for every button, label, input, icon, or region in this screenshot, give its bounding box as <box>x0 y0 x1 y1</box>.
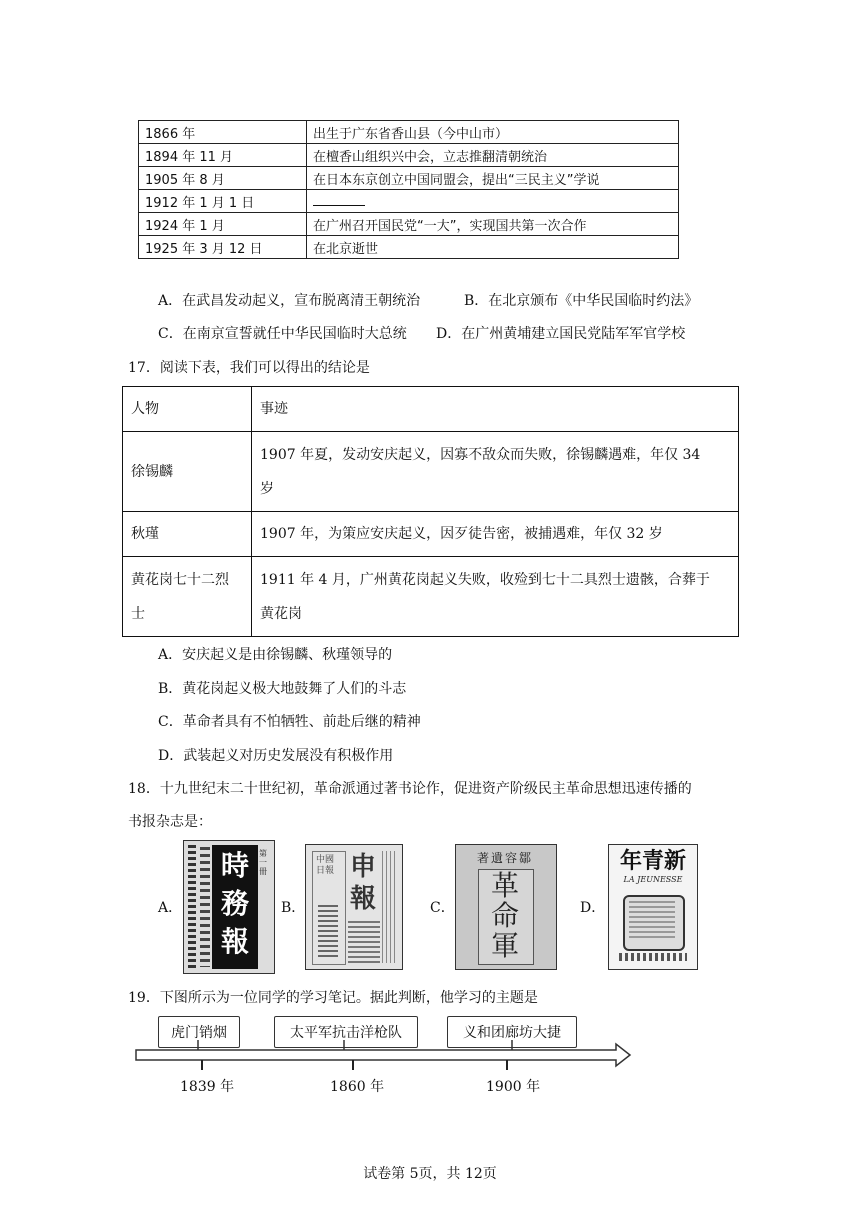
deed-line: 岁 <box>260 480 274 497</box>
timeline-event-box: 义和团廊坊大捷 <box>447 1016 577 1048</box>
book-title: 革命軍 <box>490 869 519 962</box>
book-gemingjun-image[interactable] <box>455 844 557 970</box>
table-row <box>139 213 679 236</box>
q17-table <box>122 386 739 637</box>
q16-option-a[interactable]: A．在武昌发动起义，宣布脱离清王朝统治 <box>158 293 421 309</box>
person-name <box>123 557 252 637</box>
table-row <box>123 557 739 637</box>
q16-date: 1924 年 1 月 <box>139 213 307 236</box>
q18-label-a[interactable]: A． <box>158 900 183 916</box>
q18-question-line2: 书报杂志是： <box>128 814 212 830</box>
timeline-event-box: 虎门销烟 <box>158 1016 240 1048</box>
header-person: 人物 <box>123 387 252 432</box>
q16-event: 在檀香山组织兴中会，立志推翻清朝统治 <box>307 144 679 167</box>
q16-option-d[interactable]: D．在广州黄埔建立国民党陆军军官学校 <box>436 326 686 342</box>
q16-date: 1894 年 11 月 <box>139 144 307 167</box>
cover-text-decoration <box>629 901 675 941</box>
text-decoration <box>318 905 338 959</box>
q16-date: 1925 年 3 月 12 日 <box>139 236 307 259</box>
footer-decoration <box>619 953 687 961</box>
q18-label-c[interactable]: C． <box>430 900 455 916</box>
timeline-year: 1860 年 <box>330 1079 385 1095</box>
text-decoration <box>348 921 380 963</box>
person-deed <box>252 557 739 637</box>
q19-question: 19．下图所示为一位同学的学习笔记。据此判断，他学习的主题是 <box>128 990 538 1006</box>
q18-question-line1: 18．十九世纪末二十世纪初，革命派通过著书论作，促进资产阶级民主革命思想迅速传播的 <box>128 781 692 797</box>
table-row <box>139 190 679 213</box>
header-deeds: 事迹 <box>252 387 739 432</box>
page-footer: 试卷第 5页，共 12页 <box>363 1166 497 1182</box>
table-header-row <box>123 387 739 432</box>
q17-option-c[interactable]: C．革命者具有不怕牺牲、前赴后继的精神 <box>158 714 421 730</box>
text-decoration <box>382 851 396 963</box>
deed-line: 黄花岗 <box>260 605 302 622</box>
q17-option-b[interactable]: B．黄花岗起义极大地鼓舞了人们的斗志 <box>158 681 407 697</box>
q16-date: 1866 年 <box>139 121 307 144</box>
q18-label-d[interactable]: D． <box>580 900 606 916</box>
issue-label: 第一冊 <box>259 849 267 876</box>
masthead-title: 申報 <box>350 852 377 914</box>
table-row <box>139 121 679 144</box>
magazine-title: 新青年 <box>619 848 686 874</box>
q16-option-b[interactable]: B．在北京颁布《中华民国临时约法》 <box>464 293 699 309</box>
deed-line: 1907 年夏，发动安庆起义，因寡不敌众而失败，徐锡麟遇难，年仅 34 <box>260 446 701 463</box>
timeline-event-box: 太平军抗击洋枪队 <box>274 1016 418 1048</box>
table-row <box>139 236 679 259</box>
inset-title: 中國日報 <box>316 855 335 876</box>
q16-option-c[interactable]: C．在南京宣誓就任中华民国临时大总统 <box>158 326 407 342</box>
timeline-year: 1900 年 <box>486 1079 541 1095</box>
deed-line: 1911 年 4 月，广州黄花岗起义失败，收殓到七十二具烈士遗骸，合葬于 <box>260 571 710 588</box>
magazine-subtitle: LA JEUNESSE <box>623 875 683 884</box>
magazine-xinqingnian-image[interactable] <box>608 844 698 970</box>
q16-blank-cell <box>307 190 679 213</box>
person-name: 徐锡麟 <box>123 432 252 512</box>
person-name: 秋瑾 <box>123 512 252 557</box>
q16-date: 1905 年 8 月 <box>139 167 307 190</box>
q16-event: 在广州召开国民党“一大”，实现国共第一次合作 <box>307 213 679 236</box>
q18-label-b[interactable]: B． <box>281 900 306 916</box>
table-row <box>123 432 739 512</box>
q16-date: 1912 年 1 月 1 日 <box>139 190 307 213</box>
table-row <box>139 167 679 190</box>
newspaper-shiwubao-image[interactable] <box>183 840 275 974</box>
text-column-decoration <box>188 845 196 969</box>
q16-event: 出生于广东省香山县（今中山市） <box>307 121 679 144</box>
q17-option-d[interactable]: D．武装起义对历史发展没有积极作用 <box>158 748 394 764</box>
text-column-decoration <box>200 847 210 967</box>
book-header: 著遺容鄒 <box>476 851 533 865</box>
name-line: 黄花岗七十二烈 <box>131 571 229 588</box>
person-deed <box>252 432 739 512</box>
answer-blank <box>313 193 365 206</box>
masthead-title: 時務報 <box>220 849 249 958</box>
timeline-year: 1839 年 <box>180 1079 235 1095</box>
q16-event: 在北京逝世 <box>307 236 679 259</box>
q17-question: 17．阅读下表，我们可以得出的结论是 <box>128 360 370 376</box>
table-row <box>139 144 679 167</box>
table-row <box>123 512 739 557</box>
person-deed: 1907 年，为策应安庆起义，因歹徒告密，被捕遇难，年仅 32 岁 <box>252 512 739 557</box>
q16-table <box>138 120 679 259</box>
q16-event: 在日本东京创立中国同盟会，提出“三民主义”学说 <box>307 167 679 190</box>
q17-option-a[interactable]: A．安庆起义是由徐锡麟、秋瑾领导的 <box>158 647 393 663</box>
newspaper-shenbao-image[interactable] <box>305 844 403 970</box>
name-line: 士 <box>131 605 145 622</box>
timeline-axis <box>130 1040 640 1076</box>
